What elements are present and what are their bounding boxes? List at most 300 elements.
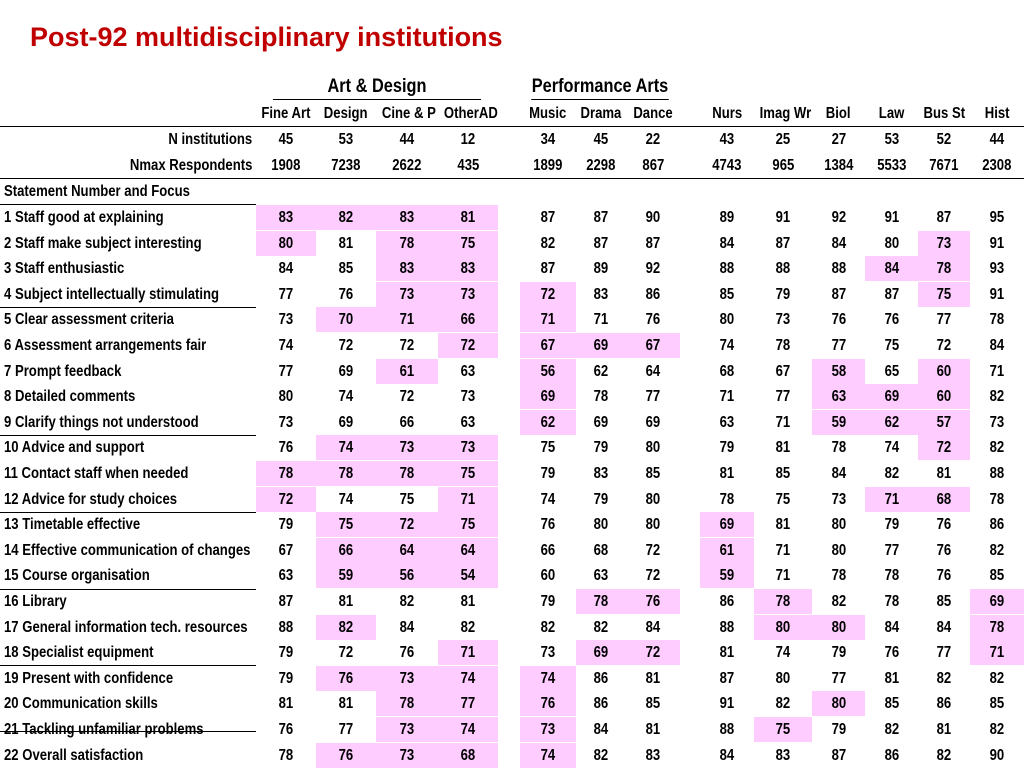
score-cell: 79 — [831, 721, 846, 738]
score-cell: 57 — [918, 410, 970, 435]
statement-label: 4 Subject intellectually stimulating — [4, 285, 220, 303]
score-cell: 77 — [645, 388, 661, 406]
score-cell: 75 — [438, 461, 498, 486]
statement-label: 1 Staff good at explaining — [4, 209, 164, 226]
score-cell: 81 — [338, 593, 354, 610]
score-cell: 81 — [936, 721, 952, 738]
score-cell: 83 — [376, 205, 438, 230]
summary-cell: 435 — [457, 157, 479, 174]
score-cell: 81 — [645, 721, 661, 738]
score-cell: 80 — [278, 388, 294, 406]
summary-cell: 2298 — [586, 157, 616, 174]
score-cell: 85 — [936, 593, 952, 610]
score-cell: 77 — [278, 362, 294, 380]
summary-cell: 965 — [772, 157, 794, 174]
score-cell: 78 — [316, 461, 376, 486]
score-cell: 88 — [719, 260, 735, 278]
score-cell: 72 — [399, 337, 415, 354]
score-cell: 62 — [593, 362, 609, 380]
score-cell: 71 — [438, 487, 498, 512]
score-cell: 68 — [438, 743, 498, 768]
score-cell: 78 — [831, 439, 846, 457]
score-cell: 82 — [775, 695, 791, 713]
score-cell: 61 — [376, 359, 438, 384]
score-cell: 71 — [970, 640, 1024, 665]
score-cell: 78 — [593, 388, 609, 406]
score-cell: 82 — [936, 669, 952, 687]
score-cell: 84 — [719, 234, 735, 252]
statement-label: 21 Tackling unfamiliar problems — [4, 721, 204, 738]
score-cell: 81 — [338, 695, 354, 713]
score-cell: 75 — [399, 490, 415, 508]
score-cell: 80 — [831, 541, 846, 559]
statement-label: 8 Detailed comments — [4, 388, 136, 406]
score-cell: 78 — [256, 461, 316, 486]
score-cell: 85 — [989, 567, 1005, 585]
score-cell: 74 — [719, 337, 735, 354]
score-cell: 63 — [460, 413, 476, 431]
column-header: Dance — [633, 105, 673, 122]
score-cell: 72 — [338, 337, 354, 354]
score-cell: 73 — [376, 435, 438, 460]
score-cell: 72 — [645, 567, 661, 585]
score-cell: 82 — [884, 721, 899, 738]
score-cell: 92 — [645, 260, 661, 278]
score-cell: 74 — [438, 666, 498, 691]
score-cell: 86 — [884, 746, 899, 764]
column-header: Music — [529, 105, 567, 122]
score-cell: 89 — [593, 260, 609, 278]
score-cell: 74 — [520, 666, 576, 691]
score-cell: 86 — [936, 695, 952, 713]
score-cell: 82 — [540, 618, 556, 636]
score-cell: 72 — [338, 644, 354, 662]
score-cell: 76 — [278, 721, 294, 738]
summary-cell: 1899 — [533, 157, 563, 174]
summary-cell: 2308 — [982, 157, 1012, 174]
score-cell: 88 — [719, 618, 735, 636]
score-cell: 74 — [438, 717, 498, 742]
score-cell: 81 — [338, 234, 354, 252]
score-cell: 76 — [338, 285, 354, 303]
score-cell: 88 — [989, 465, 1005, 482]
score-cell: 75 — [884, 337, 899, 354]
score-cell: 63 — [719, 413, 735, 431]
score-cell: 79 — [540, 465, 556, 482]
score-cell: 73 — [775, 311, 791, 329]
score-cell: 82 — [989, 541, 1005, 559]
summary-cell: 4743 — [712, 157, 742, 174]
summary-cell: 53 — [884, 131, 899, 148]
summary-cell: 34 — [540, 131, 556, 148]
summary-cell: 45 — [278, 131, 294, 148]
score-cell: 73 — [376, 743, 438, 768]
score-cell: 68 — [918, 487, 970, 512]
score-cell: 71 — [593, 311, 609, 329]
score-cell: 91 — [775, 209, 791, 226]
score-cell: 59 — [316, 563, 376, 588]
score-cell: 83 — [645, 746, 661, 764]
score-cell: 80 — [645, 439, 661, 457]
score-cell: 78 — [970, 615, 1024, 640]
score-cell: 78 — [376, 231, 438, 256]
column-header: Design — [324, 105, 368, 122]
score-cell: 77 — [438, 691, 498, 716]
score-cell: 76 — [399, 644, 415, 662]
score-cell: 83 — [775, 746, 791, 764]
score-cell: 62 — [865, 410, 918, 435]
score-cell: 78 — [989, 490, 1005, 508]
score-cell: 88 — [831, 260, 846, 278]
score-cell: 77 — [884, 541, 899, 559]
score-cell: 86 — [719, 593, 735, 610]
summary-cell: 44 — [399, 131, 415, 148]
score-cell: 70 — [316, 307, 376, 332]
summary-cell: 12 — [460, 131, 476, 148]
score-cell: 76 — [520, 691, 576, 716]
statement-label: 20 Communication skills — [4, 695, 158, 713]
score-cell: 83 — [376, 256, 438, 281]
summary-row-label: Nmax Respondents — [129, 157, 252, 174]
score-cell: 63 — [593, 567, 609, 585]
score-cell: 82 — [593, 618, 609, 636]
score-cell: 80 — [645, 490, 661, 508]
score-cell: 87 — [831, 285, 846, 303]
score-cell: 71 — [775, 413, 791, 431]
score-cell: 76 — [645, 311, 661, 329]
score-cell: 84 — [593, 721, 609, 738]
score-cell: 91 — [989, 285, 1005, 303]
score-cell: 61 — [700, 538, 754, 563]
score-cell: 76 — [884, 311, 899, 329]
score-cell: 56 — [376, 563, 438, 588]
score-cell: 73 — [540, 644, 556, 662]
page-title: Post-92 multidisciplinary institutions — [30, 22, 503, 52]
score-cell: 69 — [700, 512, 754, 537]
column-header: Hist — [984, 105, 1010, 122]
score-cell: 72 — [626, 640, 680, 665]
summary-cell: 53 — [338, 131, 354, 148]
score-cell: 84 — [831, 465, 846, 482]
score-cell: 69 — [520, 384, 576, 409]
statement-label: 2 Staff make subject interesting — [4, 234, 202, 252]
score-cell: 91 — [989, 234, 1005, 252]
score-cell: 71 — [775, 541, 791, 559]
score-cell: 84 — [884, 618, 899, 636]
score-cell: 77 — [936, 311, 952, 329]
score-cell: 81 — [775, 439, 791, 457]
score-cell: 82 — [936, 746, 952, 764]
score-cell: 69 — [865, 384, 918, 409]
score-cell: 69 — [576, 333, 626, 358]
score-cell: 86 — [645, 285, 661, 303]
score-cell: 82 — [399, 593, 415, 610]
score-cell: 71 — [520, 307, 576, 332]
score-cell: 66 — [540, 541, 556, 559]
score-cell: 77 — [775, 388, 791, 406]
statement-label: 17 General information tech. resources — [4, 618, 248, 636]
score-cell: 77 — [831, 337, 846, 354]
statement-label: 12 Advice for study choices — [4, 490, 178, 508]
score-cell: 83 — [593, 285, 609, 303]
score-cell: 75 — [438, 512, 498, 537]
score-cell: 87 — [593, 209, 609, 226]
score-cell: 81 — [278, 695, 294, 713]
score-cell: 78 — [884, 567, 899, 585]
score-cell: 80 — [831, 516, 846, 534]
score-cell: 78 — [918, 256, 970, 281]
score-cell: 64 — [376, 538, 438, 563]
score-cell: 87 — [540, 209, 556, 226]
statement-label: 16 Library — [4, 593, 67, 610]
score-cell: 78 — [989, 311, 1005, 329]
score-cell: 58 — [812, 359, 865, 384]
score-cell: 72 — [438, 333, 498, 358]
summary-cell: 7238 — [331, 157, 361, 174]
score-cell: 81 — [719, 644, 735, 662]
score-cell: 85 — [775, 465, 791, 482]
score-cell: 69 — [338, 413, 354, 431]
score-cell: 63 — [278, 567, 294, 585]
score-cell: 82 — [989, 439, 1005, 457]
score-cell: 81 — [645, 669, 661, 687]
score-cell: 89 — [719, 209, 735, 226]
score-cell: 75 — [754, 717, 812, 742]
score-cell: 77 — [338, 721, 354, 738]
statement-label: 19 Present with confidence — [4, 669, 174, 687]
score-cell: 76 — [626, 589, 680, 614]
score-cell: 67 — [520, 333, 576, 358]
summary-cell: 2622 — [392, 157, 422, 174]
score-cell: 76 — [540, 516, 556, 534]
column-header: Fine Art — [261, 105, 311, 122]
summary-cell: 45 — [593, 131, 609, 148]
score-cell: 83 — [438, 256, 498, 281]
score-cell: 87 — [831, 746, 846, 764]
score-cell: 73 — [831, 490, 846, 508]
score-cell: 71 — [865, 487, 918, 512]
score-cell: 78 — [576, 589, 626, 614]
score-cell: 67 — [626, 333, 680, 358]
score-cell: 87 — [593, 234, 609, 252]
score-cell: 82 — [316, 615, 376, 640]
score-cell: 73 — [460, 388, 476, 406]
score-cell: 68 — [719, 362, 735, 380]
score-cell: 88 — [719, 721, 735, 738]
score-cell: 79 — [831, 644, 846, 662]
score-cell: 73 — [376, 717, 438, 742]
score-cell: 80 — [645, 516, 661, 534]
score-cell: 54 — [438, 563, 498, 588]
score-cell: 80 — [775, 669, 791, 687]
score-cell: 86 — [593, 669, 609, 687]
score-cell: 78 — [831, 567, 846, 585]
group-header-art-design: Art & Design — [273, 75, 481, 100]
score-cell: 71 — [775, 567, 791, 585]
score-cell: 75 — [316, 512, 376, 537]
score-cell: 79 — [278, 644, 294, 662]
score-cell: 62 — [520, 410, 576, 435]
score-cell: 80 — [256, 231, 316, 256]
score-cell: 82 — [884, 465, 899, 482]
statement-label: 5 Clear assessment criteria — [4, 311, 174, 329]
score-cell: 79 — [278, 669, 294, 687]
score-cell: 88 — [278, 618, 294, 636]
score-cell: 80 — [719, 311, 735, 329]
score-cell: 71 — [719, 388, 735, 406]
score-cell: 73 — [918, 231, 970, 256]
score-cell: 87 — [719, 669, 735, 687]
score-cell: 88 — [775, 260, 791, 278]
score-cell: 87 — [540, 260, 556, 278]
summary-cell: 52 — [936, 131, 952, 148]
score-cell: 69 — [645, 413, 661, 431]
score-cell: 76 — [316, 743, 376, 768]
statement-label: 11 Contact staff when needed — [4, 465, 189, 482]
summary-cell: 27 — [831, 131, 846, 148]
score-cell: 68 — [593, 541, 609, 559]
score-cell: 87 — [884, 285, 899, 303]
score-cell: 87 — [775, 234, 791, 252]
score-cell: 82 — [989, 721, 1005, 738]
score-cell: 84 — [719, 746, 735, 764]
statement-group-divider — [0, 731, 256, 732]
score-cell: 66 — [316, 538, 376, 563]
score-cell: 81 — [936, 465, 952, 482]
score-cell: 74 — [540, 490, 556, 508]
score-cell: 60 — [918, 384, 970, 409]
score-cell: 79 — [775, 285, 791, 303]
score-cell: 76 — [316, 666, 376, 691]
score-cell: 72 — [376, 512, 438, 537]
score-cell: 74 — [775, 644, 791, 662]
score-cell: 80 — [884, 234, 899, 252]
score-cell: 72 — [399, 388, 415, 406]
score-cell: 81 — [438, 205, 498, 230]
score-cell: 95 — [989, 209, 1005, 226]
score-cell: 91 — [884, 209, 899, 226]
score-cell: 84 — [831, 234, 846, 252]
score-cell: 59 — [700, 563, 754, 588]
score-cell: 73 — [989, 413, 1005, 431]
score-cell: 91 — [719, 695, 735, 713]
summary-cell: 1384 — [823, 157, 854, 174]
summary-cell: 22 — [645, 131, 661, 148]
statement-label: 13 Timetable effective — [4, 516, 141, 534]
score-cell: 73 — [376, 282, 438, 307]
score-cell: 82 — [460, 618, 476, 636]
score-cell: 77 — [936, 644, 952, 662]
score-cell: 76 — [936, 567, 952, 585]
score-cell: 82 — [989, 669, 1005, 687]
score-cell: 67 — [775, 362, 791, 380]
column-header: Drama — [580, 105, 622, 122]
score-cell: 82 — [540, 234, 556, 252]
score-cell: 78 — [754, 589, 812, 614]
summary-row-label: N institutions — [168, 131, 252, 148]
score-cell: 65 — [884, 362, 899, 380]
score-cell: 76 — [936, 516, 952, 534]
score-cell: 80 — [593, 516, 609, 534]
score-cell: 69 — [593, 413, 609, 431]
statement-label: 15 Course organisation — [4, 567, 150, 585]
summary-cell: 44 — [989, 131, 1005, 148]
score-cell: 80 — [812, 691, 865, 716]
statement-label: 18 Specialist equipment — [4, 644, 154, 662]
score-cell: 66 — [438, 307, 498, 332]
score-cell: 73 — [520, 717, 576, 742]
score-cell: 69 — [970, 589, 1024, 614]
score-cell: 78 — [884, 593, 899, 610]
score-cell: 86 — [989, 516, 1005, 534]
score-cell: 90 — [645, 209, 661, 226]
section-label: Statement Number and Focus — [4, 183, 190, 200]
score-cell: 74 — [316, 435, 376, 460]
score-cell: 81 — [719, 465, 735, 482]
score-cell: 74 — [884, 439, 899, 457]
score-cell: 71 — [376, 307, 438, 332]
score-cell: 84 — [399, 618, 415, 636]
statement-label: 22 Overall satisfaction — [4, 746, 144, 764]
score-cell: 78 — [719, 490, 735, 508]
group-header-performance-arts: Performance Arts — [531, 75, 669, 100]
score-cell: 60 — [918, 359, 970, 384]
score-cell: 72 — [645, 541, 661, 559]
score-cell: 79 — [540, 593, 556, 610]
score-cell: 79 — [593, 490, 609, 508]
score-cell: 74 — [278, 337, 294, 354]
score-cell: 74 — [520, 743, 576, 768]
column-header: Law — [878, 105, 905, 122]
score-cell: 64 — [438, 538, 498, 563]
score-cell: 73 — [376, 666, 438, 691]
score-cell: 85 — [884, 695, 899, 713]
score-cell: 76 — [884, 644, 899, 662]
score-cell: 72 — [520, 282, 576, 307]
score-cell: 80 — [812, 615, 865, 640]
score-cell: 81 — [775, 516, 791, 534]
score-cell: 78 — [775, 337, 791, 354]
score-cell: 81 — [884, 669, 899, 687]
summary-cell: 7671 — [929, 157, 959, 174]
score-cell: 64 — [645, 362, 661, 380]
score-cell: 79 — [884, 516, 899, 534]
score-cell: 82 — [989, 388, 1005, 406]
column-header: Nurs — [712, 105, 742, 122]
score-cell: 79 — [719, 439, 735, 457]
score-cell: 83 — [256, 205, 316, 230]
score-cell: 84 — [989, 337, 1005, 354]
score-cell: 82 — [316, 205, 376, 230]
score-cell: 72 — [918, 435, 970, 460]
score-cell: 84 — [278, 260, 294, 278]
statement-label: 9 Clarify things not understood — [4, 413, 199, 431]
score-cell: 85 — [719, 285, 735, 303]
statement-label: 10 Advice and support — [4, 439, 145, 457]
score-cell: 93 — [989, 260, 1005, 278]
column-header: Cine & P — [381, 105, 436, 122]
column-header: Biol — [826, 105, 851, 122]
score-cell: 73 — [278, 311, 294, 329]
score-cell: 85 — [645, 465, 661, 482]
score-cell: 85 — [989, 695, 1005, 713]
score-cell: 84 — [865, 256, 918, 281]
score-cell: 90 — [989, 746, 1005, 764]
score-cell: 72 — [256, 487, 316, 512]
score-cell: 73 — [438, 435, 498, 460]
score-cell: 84 — [645, 618, 661, 636]
score-cell: 56 — [520, 359, 576, 384]
